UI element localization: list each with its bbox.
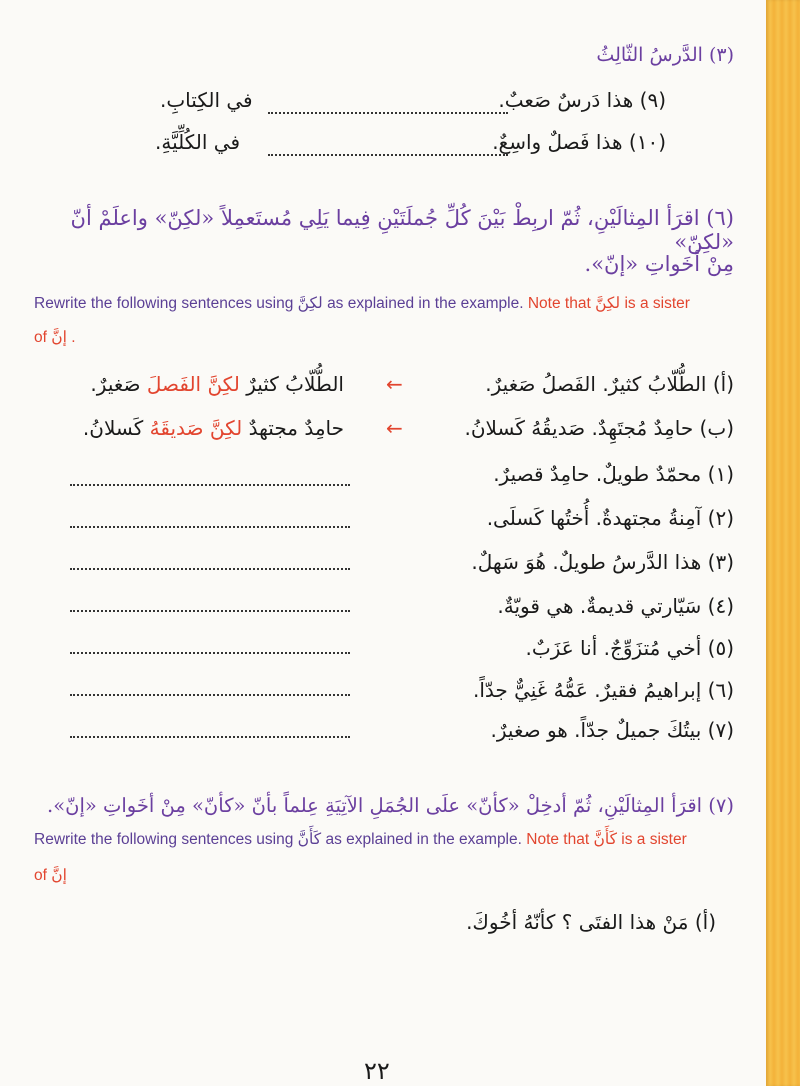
ex6-example-b-question: (ب) حامِدٌ مُجتَهِدٌ. صَديقُهُ كَسلانُ. bbox=[464, 416, 734, 440]
answer-line[interactable] bbox=[70, 694, 350, 696]
answer-pre: حامِدٌ مجتهدٌ bbox=[248, 416, 344, 440]
answer-post: صَغيرٌ. bbox=[90, 372, 141, 396]
sentence-text: (١٠) هذا فَصلٌ واسِعٌ. bbox=[492, 130, 666, 154]
en-arabic-word: كَأَنَّ bbox=[297, 831, 322, 848]
ex6-item-2: (٢) آمِنةُ مجتهدةٌ. أُختُها كَسلَى. bbox=[486, 506, 734, 530]
ex7-example-a: (أ) مَنْ هذا الفتَى ؟ كأنّهُ أخُوكَ. bbox=[466, 910, 716, 934]
arrow-icon: ← bbox=[386, 372, 403, 396]
ex6-item-7: (٧) بيتُكَ جميلٌ جدّاً. هو صغيرٌ. bbox=[490, 718, 734, 742]
en-note-word: لكِنَّ bbox=[595, 295, 621, 312]
ex6-instruction-line1: (٦) اقرَأ المِثالَيْنِ، ثُمّ اربِطْ بَيْنَ كُلِّ جُملَتَيْنِ فِيما يَلِي مُستَعمِلاً «لكِنّ» واعلَمْ أنّ «لكِنّ» bbox=[70, 206, 734, 254]
en-note-end: is a sister bbox=[624, 295, 690, 312]
ex7-instruction: (٧) اقرَأ المِثالَيْنِ، ثُمّ أدخِلْ «كأنّ» علَى الجُمَلِ الآتِيَةِ عِلماً بأنّ «كأنّ» مِنْ أخَواتِ «إنّ». bbox=[47, 794, 734, 817]
ex6-item-3: (٣) هذا الدَّرسُ طويلٌ. هُوَ سَهلٌ. bbox=[471, 550, 734, 574]
sentence-10 bbox=[492, 130, 666, 154]
ex6-item-4: (٤) سَيّارتي قديمةٌ. هي قويّةٌ. bbox=[497, 594, 734, 618]
answer-highlight: لكِنَّ الفَصلَ bbox=[146, 372, 240, 396]
sentence-9 bbox=[498, 88, 666, 112]
ex6-english-line2: of إنَّ . bbox=[34, 329, 76, 346]
answer-line[interactable] bbox=[268, 154, 508, 156]
en-text: Rewrite the following sentences using bbox=[34, 831, 294, 848]
en-of-word: إنَّ bbox=[51, 867, 67, 884]
ex6-item-1: (١) محمّدٌ طويلٌ. حامِدٌ قصيرٌ. bbox=[493, 462, 734, 486]
ex7-english-line1 bbox=[34, 830, 687, 849]
sentence-tail: في الكُلِّيَّةِ. bbox=[155, 130, 241, 154]
lesson-header: (٣) الدَّرسُ الثّالِثُ bbox=[596, 44, 734, 66]
en-note-end: is a sister bbox=[621, 831, 687, 848]
sentence-tail: في الكِتابِ. bbox=[160, 88, 253, 112]
page-number: ٢٢ bbox=[364, 1057, 390, 1085]
ex6-example-b-answer bbox=[83, 416, 344, 440]
answer-line[interactable] bbox=[70, 484, 350, 486]
en-of-word: إنَّ bbox=[51, 329, 67, 346]
en-note: Note that bbox=[527, 295, 591, 312]
en-note-word: كَأَنَّ bbox=[593, 831, 617, 848]
answer-line[interactable] bbox=[70, 652, 350, 654]
ex6-instruction-line2: مِنْ أخَواتِ «إنّ». bbox=[584, 252, 734, 276]
answer-post: كَسلانُ. bbox=[82, 416, 144, 440]
answer-line[interactable] bbox=[268, 112, 508, 114]
answer-highlight: لكِنَّ صَديقَهُ bbox=[149, 416, 243, 440]
en-note: Note that bbox=[526, 831, 590, 848]
page-edge-strip bbox=[766, 0, 800, 1086]
en-arabic-word: لكِنَّ bbox=[297, 295, 323, 312]
ex6-item-5: (٥) أخي مُتزَوِّجٌ. أنا عَزَبٌ. bbox=[525, 636, 734, 660]
en-text: Rewrite the following sentences using bbox=[34, 295, 294, 312]
ex6-item-6: (٦) إبراهيمُ فقيرٌ. عَمُّهُ غَنِيٌّ جدّاً. bbox=[472, 678, 734, 702]
answer-line[interactable] bbox=[70, 610, 350, 612]
en-of: of bbox=[34, 867, 47, 884]
answer-line[interactable] bbox=[70, 568, 350, 570]
answer-line[interactable] bbox=[70, 526, 350, 528]
answer-line[interactable] bbox=[70, 736, 350, 738]
ex6-english-line1 bbox=[34, 294, 690, 313]
en-of: of bbox=[34, 329, 47, 346]
answer-pre: الطُّلّابُ كثيرٌ bbox=[246, 372, 344, 396]
ex6-example-a-answer bbox=[90, 372, 344, 396]
arrow-icon: ← bbox=[386, 416, 403, 440]
sentence-text: (٩) هذا دَرسٌ صَعبٌ. bbox=[498, 88, 666, 112]
en-text: as explained in the example. bbox=[327, 295, 524, 312]
ex7-english-line2 bbox=[34, 866, 67, 885]
ex6-example-a-question: (أ) الطُّلّابُ كثيرٌ. الفَصلُ صَغيرٌ. bbox=[485, 372, 734, 396]
en-text: as explained in the example. bbox=[325, 831, 522, 848]
